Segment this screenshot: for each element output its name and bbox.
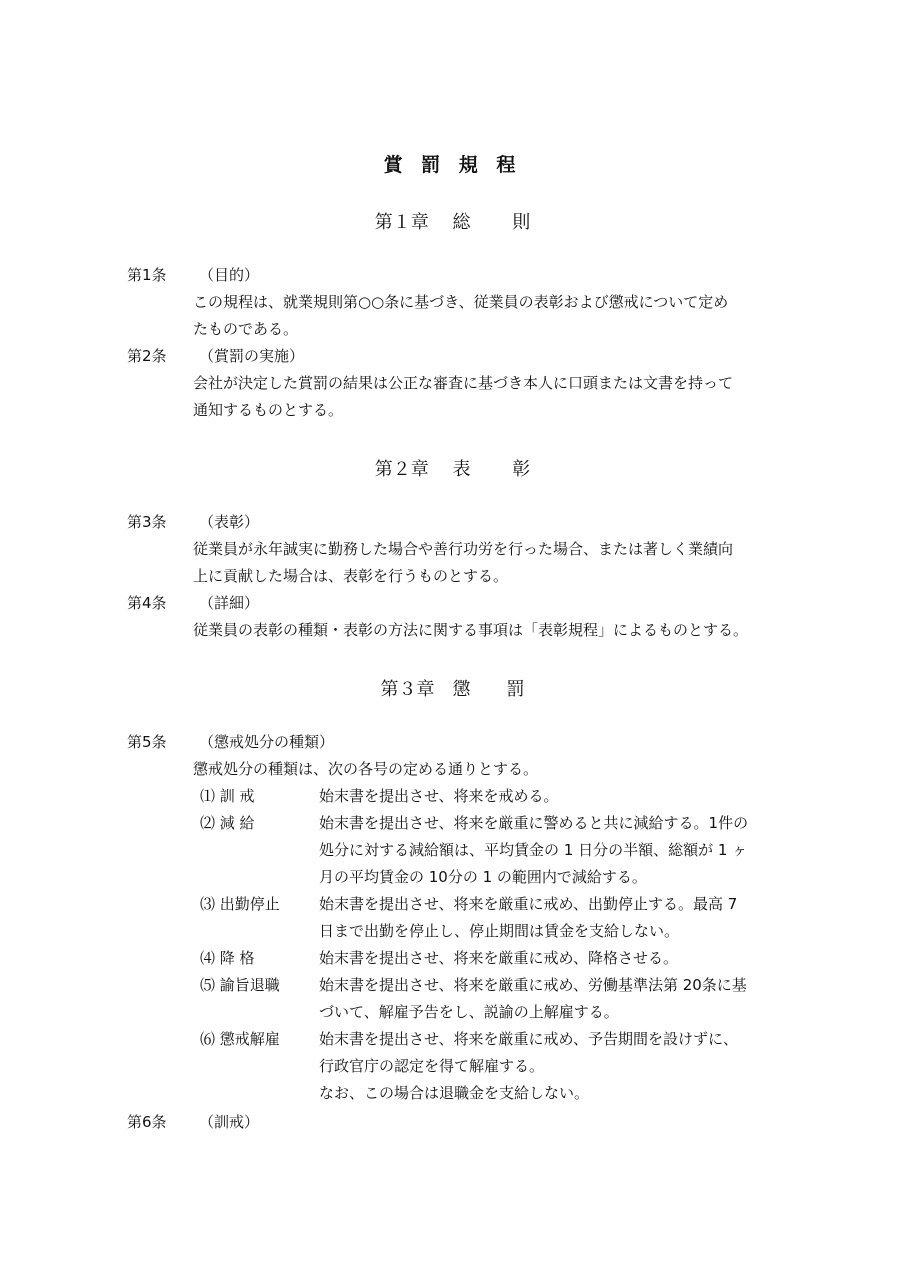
article-caption: （目的）: [199, 266, 260, 284]
penalty-1-line-1: 始末書を提出させ、将来を戒める。: [319, 787, 559, 805]
penalty-2-line-1: 始末書を提出させ、将来を厳重に警めると共に減給する。1件の: [319, 814, 749, 832]
article-2-header: [127, 345, 304, 366]
article-4-line-1: 従業員の表彰の種類・表彰の方法に関する事項は「表彰規程」によるものとする。: [193, 621, 749, 639]
penalty-3-label: ⑶ 出勤停止: [200, 895, 280, 913]
penalty-3-line-1: 始末書を提出させ、将来を厳重に戒め、出勤停止する。最高 7: [319, 895, 738, 913]
penalty-3-line-2: 日まで出勤を停止し、停止期間は賃金を支給しない。: [319, 922, 680, 940]
chapter-1-heading: 第１章 総 則: [374, 212, 531, 233]
chapter-3-heading: 第３章 懲 罰: [380, 679, 525, 700]
document-title: 賞 罰 規 程: [383, 154, 522, 176]
article-number: 第6条: [127, 1113, 167, 1131]
chapter-2-heading: 第２章 表 彰: [374, 459, 531, 480]
penalty-2-line-2: 処分に対する減給額は、平均賃金の 1 日分の半額、総額が 1 ヶ: [319, 841, 748, 859]
article-number: 第1条: [127, 266, 167, 284]
penalty-4-label: ⑷ 降 格: [200, 949, 255, 967]
article-caption: （賞罰の実施）: [199, 347, 305, 365]
penalty-2-label: ⑵ 減 給: [200, 814, 255, 832]
article-number: 第5条: [127, 733, 167, 751]
penalty-6-label: ⑹ 懲戒解雇: [200, 1030, 280, 1048]
article-caption: （表彰）: [199, 513, 260, 531]
article-number: 第2条: [127, 347, 167, 365]
article-3-header: [127, 511, 259, 532]
article-number: 第3条: [127, 513, 167, 531]
article-caption: （訓戒）: [199, 1113, 260, 1131]
article-1-header: [127, 264, 259, 285]
article-3-line-2: 上に貢献した場合は、表彰を行うものとする。: [193, 567, 509, 585]
article-5-header: [127, 731, 334, 752]
article-1-line-1: この規程は、就業規則第○○条に基づき、従業員の表彰および懲戒について定め: [193, 293, 729, 311]
penalty-4-line-1: 始末書を提出させ、将来を厳重に戒め、降格させる。: [319, 949, 678, 967]
penalty-6-line-3: なお、この場合は退職金を支給しない。: [319, 1084, 590, 1102]
article-1-line-2: たものである。: [193, 320, 299, 338]
article-6-header: [127, 1111, 259, 1132]
penalty-2-line-3: 月の平均賃金の 10分の 1 の範囲内で減給する。: [319, 868, 647, 886]
article-number: 第4条: [127, 594, 167, 612]
penalty-1-label: ⑴ 訓 戒: [200, 787, 255, 805]
article-4-header: [127, 592, 259, 613]
penalty-6-line-1: 始末書を提出させ、将来を厳重に戒め、予告期間を設けずに、: [319, 1030, 738, 1048]
article-caption: （詳細）: [199, 594, 260, 612]
article-5-line-1: 懲戒処分の種類は、次の各号の定める通りとする。: [193, 760, 539, 778]
article-2-line-1: 会社が決定した賞罰の結果は公正な審査に基づき本人に口頭または文書を持って: [193, 374, 734, 392]
penalty-5-line-1: 始末書を提出させ、将来を厳重に戒め、労働基準法第 20条に基: [319, 976, 747, 994]
article-caption: （懲戒処分の種類）: [199, 733, 335, 751]
penalty-5-label: ⑸ 諭旨退職: [200, 976, 280, 994]
article-2-line-2: 通知するものとする。: [193, 401, 344, 419]
article-3-line-1: 従業員が永年誠実に勤務した場合や善行功労を行った場合、または著しく業績向: [193, 540, 734, 558]
penalty-5-line-2: づいて、解雇予告をし、説諭の上解雇する。: [319, 1003, 619, 1021]
penalty-6-line-2: 行政官庁の認定を得て解雇する。: [319, 1057, 545, 1075]
